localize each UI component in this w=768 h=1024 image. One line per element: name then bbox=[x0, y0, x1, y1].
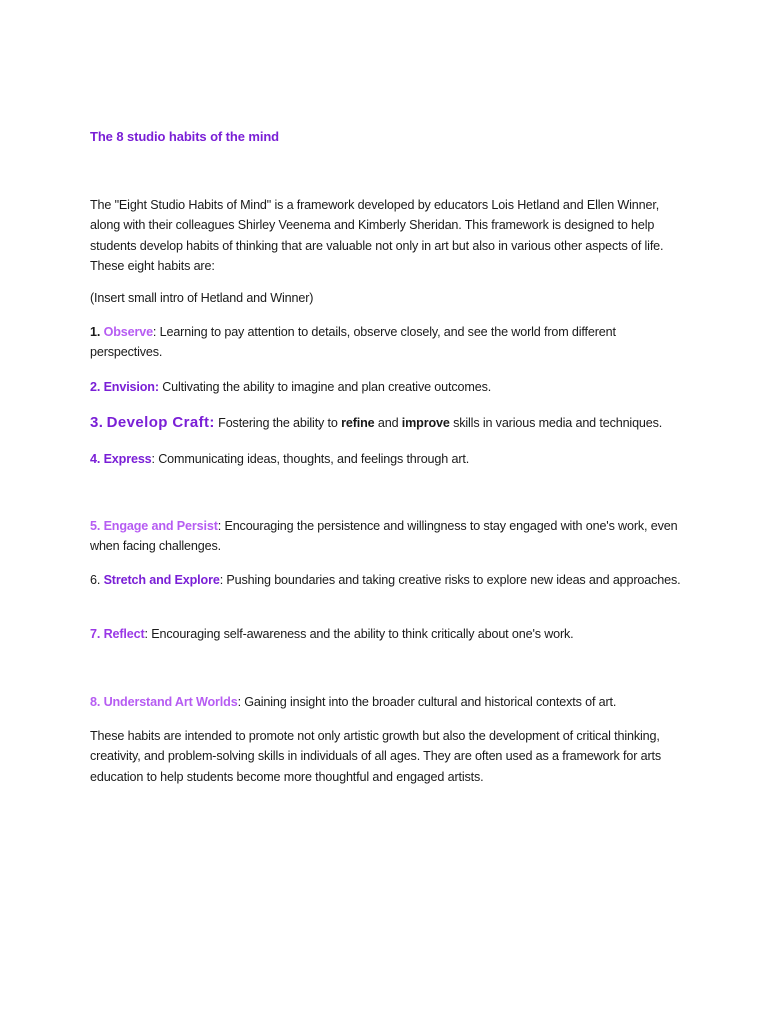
habit-description-end: skills in various media and techniques. bbox=[449, 416, 663, 430]
habit-number: 3. bbox=[90, 414, 104, 431]
habit-description: : Communicating ideas, thoughts, and feelings through art. bbox=[151, 452, 470, 466]
habit-name: Understand Art Worlds bbox=[103, 695, 238, 709]
document-title: The 8 studio habits of the mind bbox=[90, 129, 280, 144]
habit-item-stretch-explore bbox=[90, 570, 690, 590]
habit-description: Cultivating the ability to imagine and plan creative outcomes. bbox=[158, 380, 492, 394]
emphasis-word-improve: improve bbox=[401, 416, 450, 430]
habit-item-engage-persist bbox=[90, 516, 690, 557]
habit-name: Envision: bbox=[103, 380, 159, 394]
habit-name: Engage and Persist bbox=[103, 519, 218, 533]
habit-number: 5. bbox=[90, 519, 101, 533]
habit-description-middle: and bbox=[374, 416, 402, 430]
habit-number: 4. bbox=[90, 452, 101, 466]
habit-description-start: Fostering the ability to bbox=[214, 416, 342, 430]
habit-name: Develop Craft: bbox=[106, 414, 215, 431]
habit-description: : Encouraging the persistence and willingness to stay engaged with one's work, even when facing challenges. bbox=[90, 519, 678, 554]
habit-number: 6. bbox=[90, 573, 101, 587]
habit-item-reflect bbox=[90, 624, 690, 644]
habit-description: : Encouraging self-awareness and the ability to think critically about one's work. bbox=[144, 627, 574, 641]
habit-name: Observe bbox=[103, 325, 153, 339]
habit-description: : Pushing boundaries and taking creative risks to explore new ideas and approaches. bbox=[219, 573, 681, 587]
habit-name: Reflect bbox=[103, 627, 145, 641]
habit-item-understand-art-worlds bbox=[90, 692, 690, 712]
habit-item-envision bbox=[90, 377, 690, 397]
intro-paragraph: The "Eight Studio Habits of Mind" is a framework developed by educators Lois Hetland and Ellen Winner, along with their colleagues Shirley Veenema and Kimberly Sheridan. This framework is designed to help students develop habits of thinking that are valuable not only in art but also in various other aspects of life. These eight habits are: bbox=[90, 198, 664, 273]
habit-number: 1. bbox=[90, 325, 101, 339]
habit-number: 8. bbox=[90, 695, 101, 709]
emphasis-word-refine: refine bbox=[341, 416, 375, 430]
placeholder-note: (Insert small intro of Hetland and Winner) bbox=[90, 291, 314, 305]
habit-name: Stretch and Explore bbox=[103, 573, 220, 587]
habit-number: 2. bbox=[90, 380, 101, 394]
habit-description: : Gaining insight into the broader cultural and historical contexts of art. bbox=[237, 695, 617, 709]
habit-description: : Learning to pay attention to details, observe closely, and see the world from different perspectives. bbox=[90, 325, 616, 360]
habit-item-express bbox=[90, 449, 690, 469]
habit-item-observe bbox=[90, 322, 690, 363]
habit-number: 7. bbox=[90, 627, 101, 641]
habit-name: Express bbox=[103, 452, 152, 466]
habit-item-develop-craft bbox=[90, 413, 730, 433]
conclusion-paragraph: These habits are intended to promote not only artistic growth but also the development of critical thinking, creativity, and problem-solving skills in individuals of all ages. They are often used as a framework for arts education to help students become more thoughtful and engaged artists. bbox=[90, 729, 662, 784]
